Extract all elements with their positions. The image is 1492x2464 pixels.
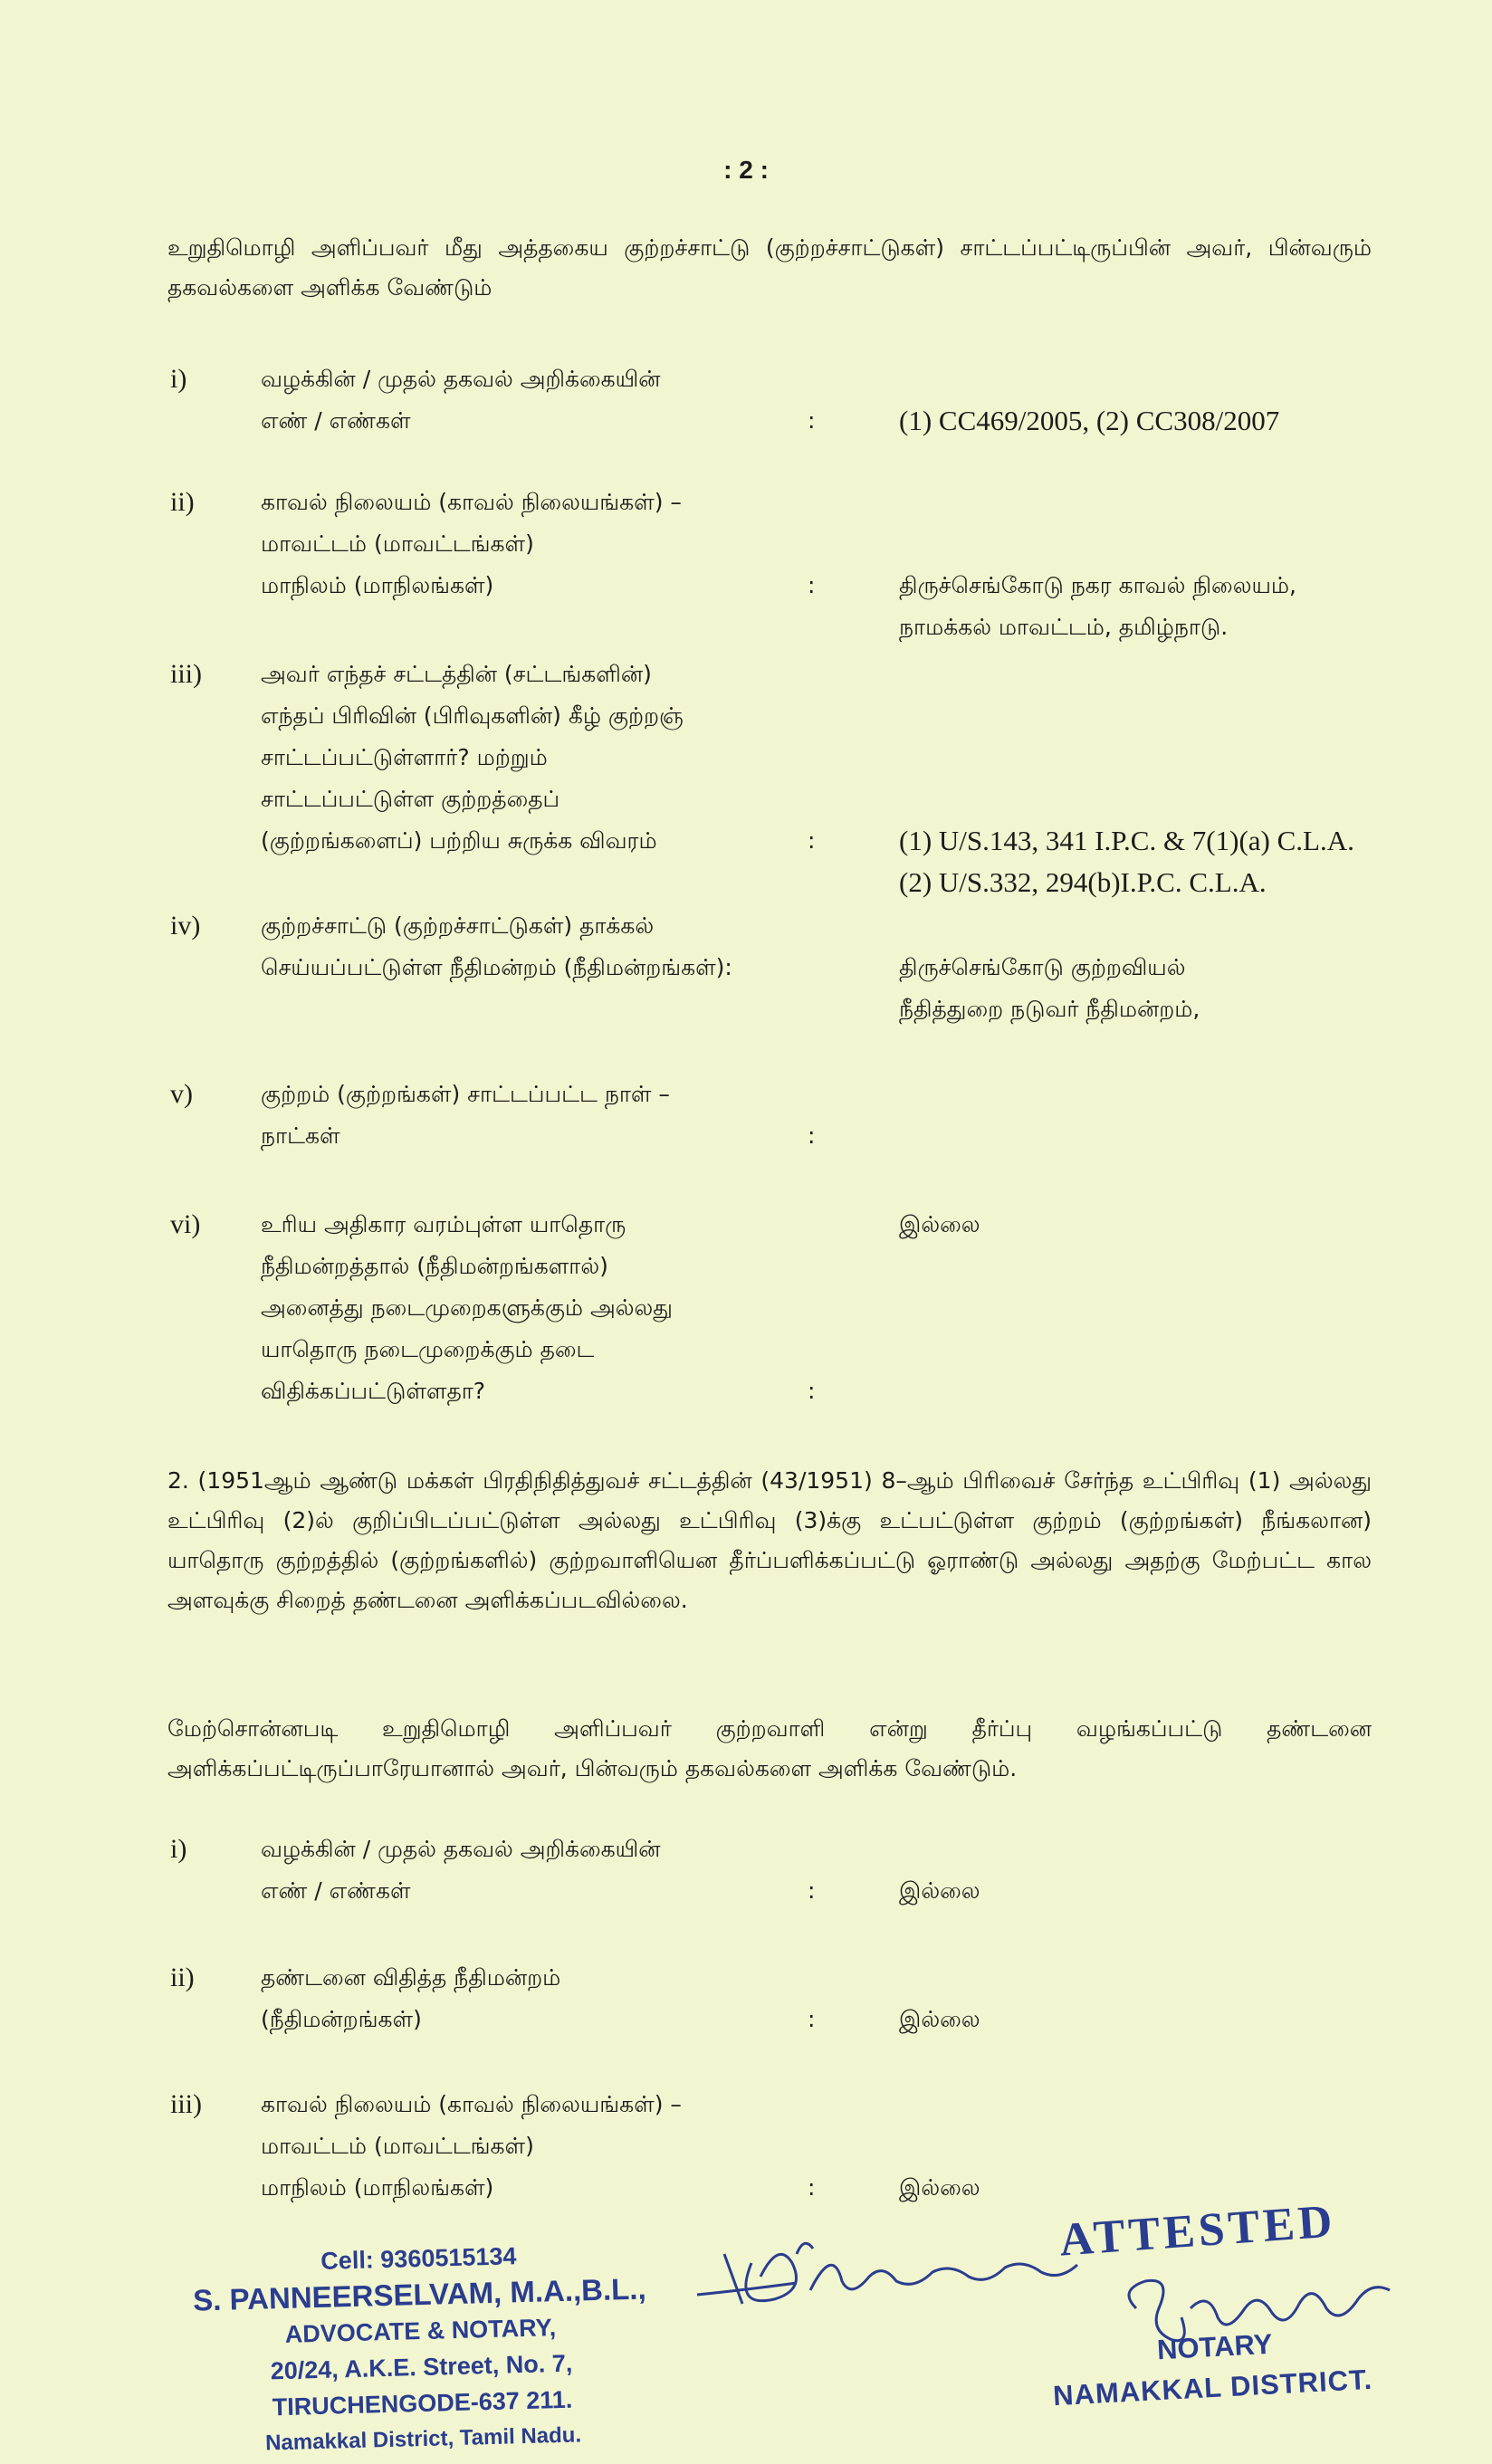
row-colon: : <box>808 2174 816 2201</box>
row-value <box>899 400 1406 442</box>
attested-stamp-text: ATTESTED <box>1057 2195 1338 2267</box>
row-value-line: (2) U/S.332, 294(b)I.P.C. C.L.A. <box>899 866 1267 898</box>
row-label-line: (நீதிமன்றங்கள்) <box>261 2006 422 2032</box>
row-number: vi) <box>170 1209 201 1239</box>
row-number: i) <box>170 1834 187 1864</box>
row-label-line: சாட்டப்பட்டுள்ளார்? மற்றும் <box>261 744 548 770</box>
row-label-line: குற்றச்சாட்டு (குற்றச்சாட்டுகள்) தாக்கல் <box>261 912 655 939</box>
row-value-line: இல்லை <box>899 2006 980 2032</box>
row-number: ii) <box>170 487 195 517</box>
row-label-line: தண்டனை விதித்த நீதிமன்றம் <box>261 1964 561 1991</box>
row-label-line: மாவட்டம் (மாவட்டங்கள்) <box>261 530 534 557</box>
row-label-line: மாநிலம் (மாநிலங்கள்) <box>261 572 494 598</box>
row-label-line: அனைத்து நடைமுறைகளுக்கும் அல்லது <box>261 1294 673 1321</box>
row-value-line: நாமக்கல் மாவட்டம், தமிழ்நாடு. <box>899 614 1229 640</box>
row-colon: : <box>808 1122 816 1149</box>
stamp-address-2: TIRUCHENGODE-637 211. <box>272 2385 573 2421</box>
row-label-line: குற்றம் (குற்றங்கள்) சாட்டப்பட்ட நாள் – <box>261 1081 670 1107</box>
row-colon: : <box>808 572 816 598</box>
row-label-line: வழக்கின் / முதல் தகவல் அறிக்கையின் <box>261 366 661 392</box>
row-label-line: விதிக்கப்பட்டுள்ளதா? <box>261 1378 486 1404</box>
row-label-line: (குற்றங்களைப்) பற்றிய சுருக்க விவரம் <box>261 827 657 854</box>
row-number: iii) <box>170 659 202 689</box>
row-value-line: இல்லை <box>899 2174 980 2201</box>
row-value-line: நீதித்துறை நடுவர் நீதிமன்றம், <box>899 996 1200 1022</box>
signature-deponent <box>688 2227 1114 2326</box>
row-value-line: இல்லை <box>899 1877 980 1904</box>
row-label-line: மாவட்டம் (மாவட்டங்கள்) <box>261 2133 534 2159</box>
row-label <box>261 1957 804 2040</box>
row-colon: : <box>808 2006 816 2032</box>
row-label <box>261 1829 804 1912</box>
stamp-name: S. PANNEERSELVAM, M.A.,B.L., <box>192 2271 647 2317</box>
row-label-line: காவல் நிலையம் (காவல் நிலையங்கள்) – <box>261 2091 682 2117</box>
stamp-title: ADVOCATE & NOTARY, <box>284 2314 557 2348</box>
row-label-line: உரிய அதிகார வரம்புள்ள யாதொரு <box>261 1211 626 1237</box>
row-number: i) <box>170 364 187 394</box>
page-number: : 2 : <box>723 156 769 184</box>
row-value-line: திருச்செங்கோடு குற்றவியல் <box>899 954 1186 980</box>
row-label-line: எண் / எண்கள் <box>261 1877 411 1904</box>
row-label-line: எண் / எண்கள் <box>261 407 411 434</box>
row-value <box>899 1204 1406 1246</box>
row-value <box>899 947 1406 1030</box>
row-label-line: நாட்கள் <box>261 1122 340 1149</box>
row-number: ii) <box>170 1963 195 1992</box>
row-colon: : <box>808 827 816 854</box>
row-label <box>261 2084 804 2209</box>
row-label-line: மாநிலம் (மாநிலங்கள்) <box>261 2174 494 2201</box>
intro-paragraph: உறுதிமொழி அளிப்பவர் மீது அத்தகைய குற்றச்சாட்டு (குற்றச்சாட்டுகள்) சாட்டப்பட்டிருப்பின் அவர், பின்வரும் தகவல்களை அளிக்க வேண்டும் <box>167 234 1372 301</box>
row-label <box>261 654 804 862</box>
row-colon: : <box>808 407 816 434</box>
stamp-address-1: 20/24, A.K.E. Street, No. 7, <box>270 2349 573 2385</box>
row-label <box>261 358 804 442</box>
row-label-line: எந்தப் பிரிவின் (பிரிவுகளின்) கீழ் குற்றஞ் <box>261 702 684 729</box>
row-label-line: காவல் நிலையம் (காவல் நிலையங்கள்) – <box>261 489 682 515</box>
row-label-line: வழக்கின் / முதல் தகவல் அறிக்கையின் <box>261 1836 661 1862</box>
district-stamp-text: NAMAKKAL DISTRICT. <box>1052 2363 1373 2412</box>
row-label <box>261 1204 804 1412</box>
advocate-stamp <box>183 2234 659 2464</box>
row-label-line: நீதிமன்றத்தால் (நீதிமன்றங்களால்) <box>261 1253 608 1279</box>
row-value <box>899 820 1406 903</box>
notary-stamp-text: NOTARY <box>1156 2327 1274 2366</box>
row-number: iv) <box>170 911 201 941</box>
row-value-line: (1) CC469/2005, (2) CC308/2007 <box>899 405 1280 436</box>
row-label-line: சாட்டப்பட்டுள்ள குற்றத்தைப் <box>261 786 560 812</box>
row-label-line: செய்யப்பட்டுள்ள நீதிமன்றம் (நீதிமன்றங்கள்): <box>261 954 732 980</box>
row-value <box>899 565 1406 648</box>
stamp-address-3: Namakkal District, Tamil Nadu. <box>264 2422 582 2456</box>
row-value-line: (1) U/S.143, 341 I.P.C. & 7(1)(a) C.L.A. <box>899 825 1354 856</box>
paragraph-2: 2. (1951ஆம் ஆண்டு மக்கள் பிரதிநிதித்துவச் சட்டத்தின் (43/1951) 8–ஆம் பிரிவைச் சேர்ந்த உட்பிரிவு (1) அல்லது உட்பிரிவு (2)ல் குறிப்பிடப்பட்டுள்ள அல்லது உட்பிரிவு (3)க்கு உட்பட்டுள்ள குற்றம் (குற்றங்கள்) நீங்கலான) யாதொரு குற்றத்தில் (குற்றங்களில்) குற்றவாளியென தீர்ப்பளிக்கப்பட்டு ஓராண்டு அல்லது அதற்கு மேற்பட்ட கால அளவுக்கு சிறைத் தண்டனை அளிக்கப்படவில்லை. <box>167 1467 1372 1613</box>
row-value-line: திருச்செங்கோடு நகர காவல் நிலையம், <box>899 572 1296 598</box>
stamp-cell: Cell: 9360515134 <box>320 2242 517 2275</box>
row-label <box>261 1074 804 1157</box>
row-label <box>261 482 804 606</box>
row-value <box>899 1870 1406 1912</box>
row-label <box>261 905 804 988</box>
row-number: iii) <box>170 2089 202 2119</box>
row-label-line: யாதொரு நடைமுறைக்கும் தடை <box>261 1336 595 1362</box>
row-label-line: அவர் எந்தச் சட்டத்தின் (சட்டங்களின்) <box>261 661 652 687</box>
row-colon: : <box>808 1877 816 1904</box>
row-colon: : <box>808 1378 816 1404</box>
row-number: v) <box>170 1079 193 1109</box>
row-value-line: இல்லை <box>899 1211 980 1237</box>
row-value <box>899 1999 1406 2040</box>
paragraph-3: மேற்சொன்னபடி உறுதிமொழி அளிப்பவர் குற்றவாளி என்று தீர்ப்பு வழங்கப்பட்டு தண்டனை அளிக்கப்பட்டிருப்பாரேயானால் அவர், பின்வரும் தகவல்களை அளிக்க வேண்டும். <box>167 1715 1372 1781</box>
